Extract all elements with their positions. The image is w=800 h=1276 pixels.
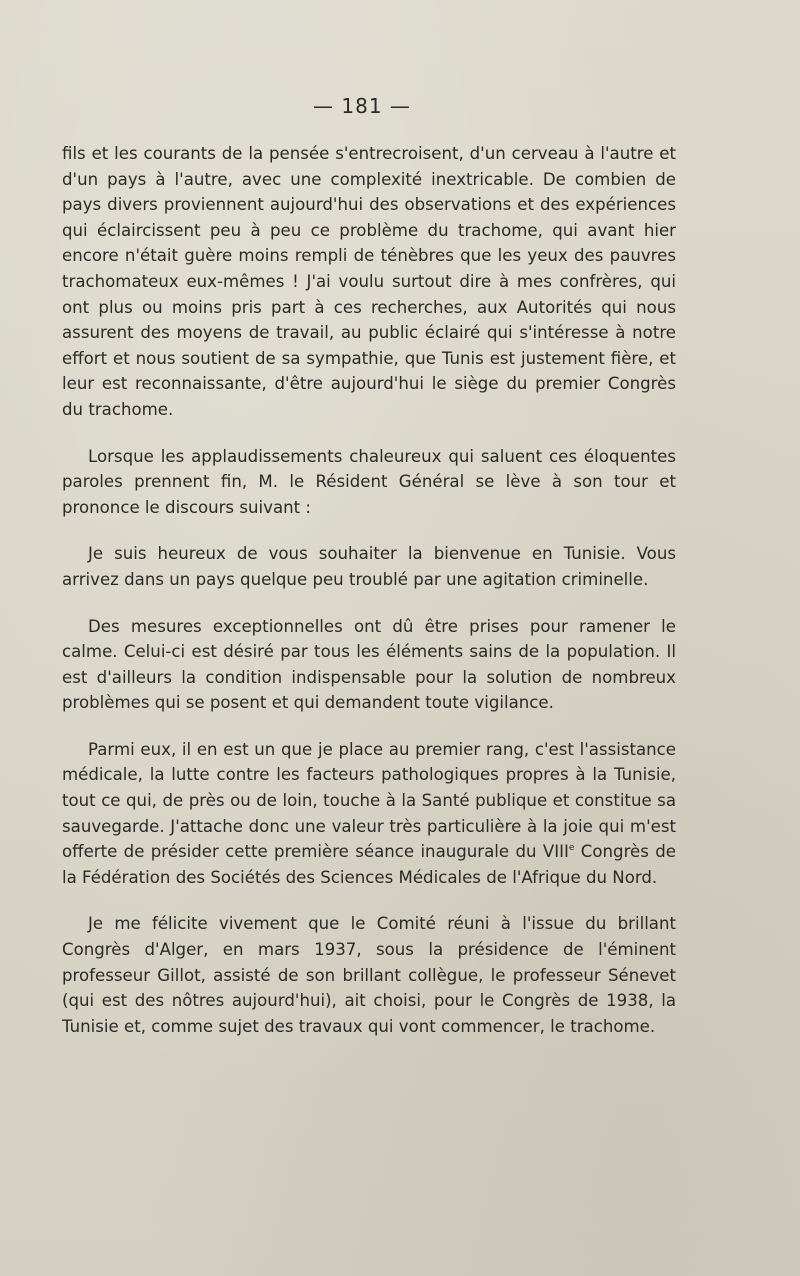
paragraph-medical-assistance xyxy=(62,737,676,891)
paragraph-continuation: fils et les courants de la pensée s'entrecroisent, d'un cerveau à l'autre et d'un pays à l'autre, avec une complexité inextricable. De combien de pays divers proviennent aujourd'hui des observations et des expériences qui éclaircissent peu à peu ce problème du trachome, qui avant hier encore n'était guère moins rempli de ténèbres que les yeux des pauvres trachomateux eux-mêmes ! J'ai voulu surtout dire à mes confrères, qui ont plus ou moins pris part à ces recherches, aux Autorités qui nous assurent des moyens de travail, au public éclairé qui s'intéresse à notre effort et nous soutient de sa sympathie, que Tunis est justement fière, et leur est reconnaissante, d'être aujourd'hui le siège du premier Congrès du trachome. xyxy=(62,144,676,419)
page-number: — 181 — xyxy=(313,94,411,118)
paragraph-text-after-superscript: Congrès de la Fédération des Sociétés des Sciences Médicales de l'Afrique du Nord. xyxy=(62,842,676,887)
paragraph-committee: Je me félicite vivement que le Comité réuni à l'issue du brillant Congrès d'Alger, en mars 1937, sous la présidence de l'éminent professeur Gillot, assisté de son brillant collègue, le professeur Sénevet (qui est des nôtres aujourd'hui), ait choisi, pour le Congrès de 1938, la Tunisie et, comme sujet des travaux qui vont commencer, le trachome. xyxy=(62,914,676,1036)
paragraph-measures: Des mesures exceptionnelles ont dû être prises pour ramener le calme. Celui-ci est désiré par tous les éléments sains de la population. Il est d'ailleurs la condition indispensable pour la solution de nombreux problèmes qui se posent et qui demandent toute vigilance. xyxy=(62,616,676,713)
paragraph-applause: Lorsque les applaudissements chaleureux qui saluent ces éloquentes paroles prennent fin, M. le Résident Général se lève à son tour et prononce le discours suivant : xyxy=(62,446,676,517)
paragraph-text-before-superscript: Parmi eux, il en est un que je place au premier rang, c'est l'assistance médicale, la lutte contre les facteurs pathologiques propres à la Tunisie, tout ce qui, de près ou de loin, touche à la Santé publique et constitue sa sauvegarde. J'attache donc une valeur très particulière à la joie qui m'est offerte de présider cette première séance inaugurale du VIII xyxy=(62,739,676,862)
body-text xyxy=(62,141,676,1039)
paragraph-welcome: Je suis heureux de vous souhaiter la bienvenue en Tunisie. Vous arrivez dans un pays quelque peu troublé par une agitation criminelle. xyxy=(62,544,676,589)
ordinal-superscript: e xyxy=(568,843,575,854)
